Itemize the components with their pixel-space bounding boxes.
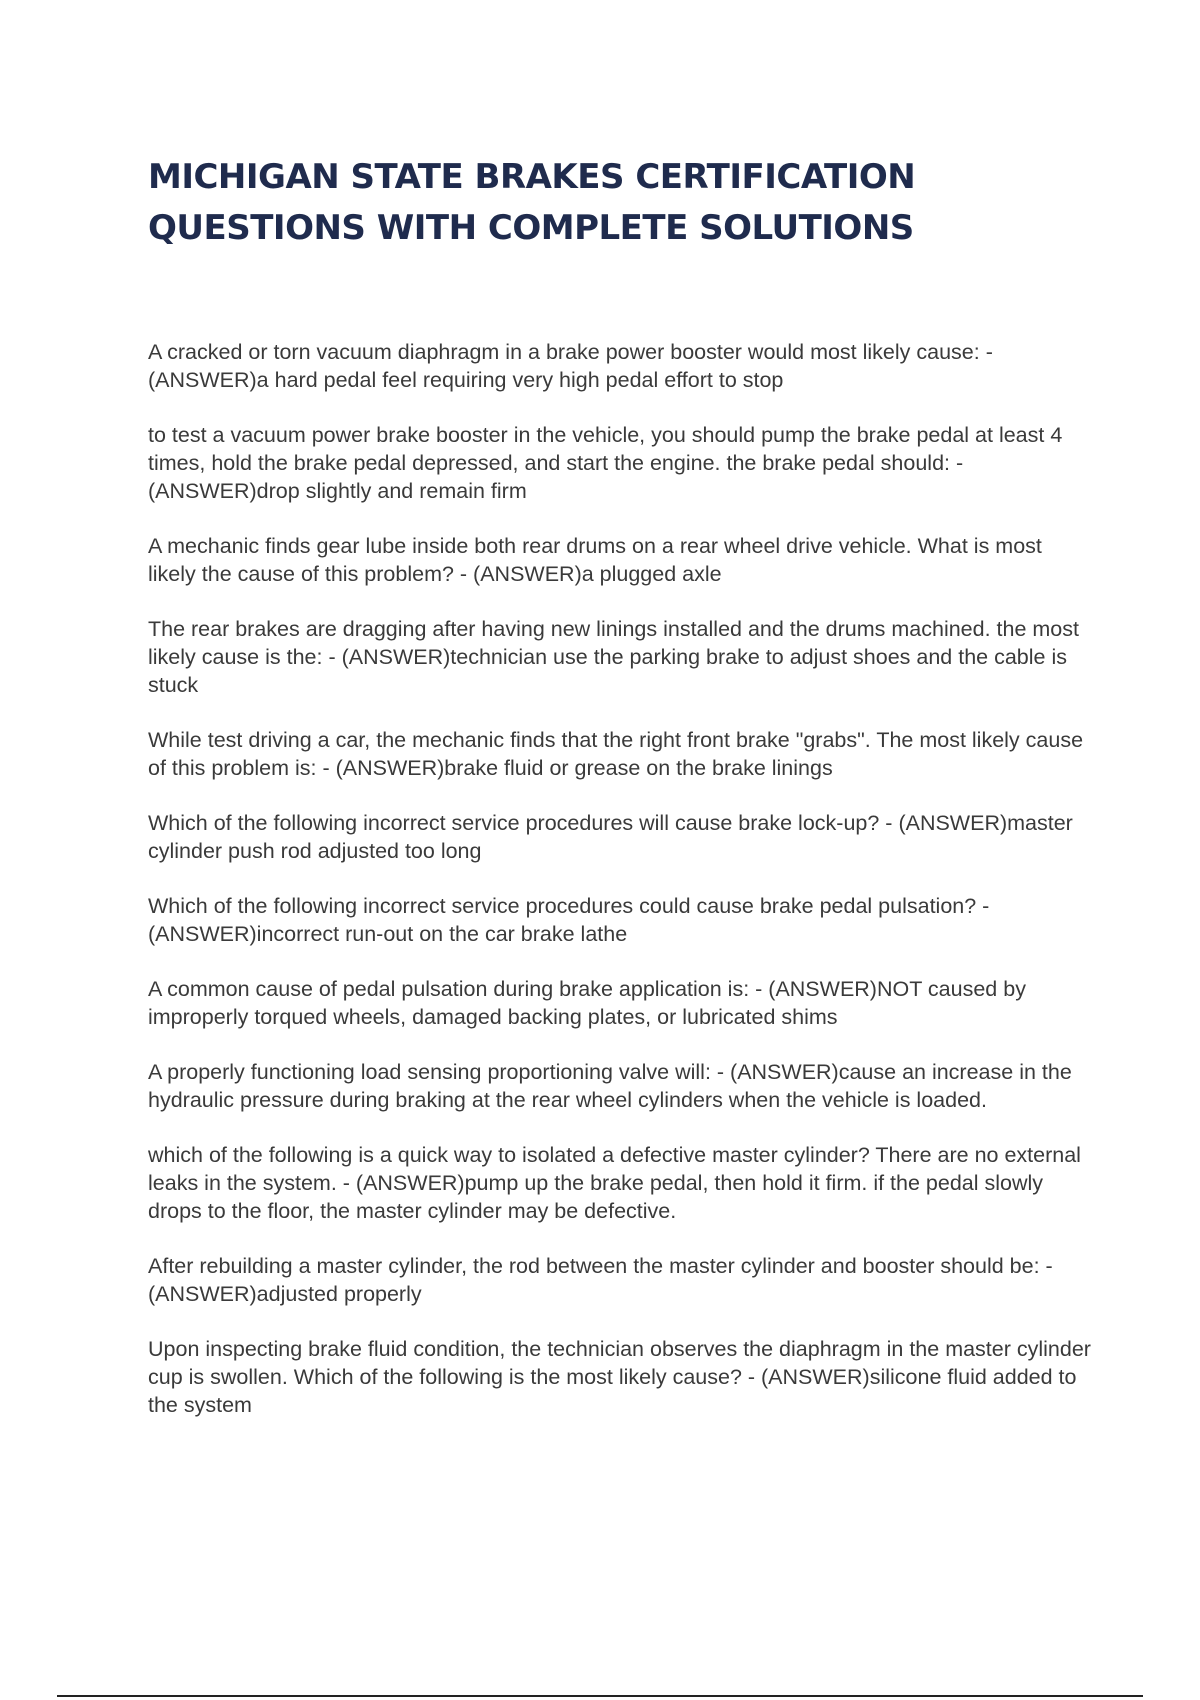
answer-text: (ANSWER)adjusted properly <box>148 1282 422 1306</box>
qa-item <box>148 615 1093 699</box>
question-text: While test driving a car, the mechanic finds that the right front brake "grabs". The most likely cause of this problem is: - <box>148 728 1084 780</box>
document-title <box>148 152 1048 254</box>
question-text: which of the following is a quick way to isolated a defective master cylinder? There are no external leaks in the system. - <box>148 1143 1081 1195</box>
answer-text: (ANSWER)master cylinder push rod adjusted too long <box>148 811 1073 863</box>
qa-item <box>148 975 1093 1031</box>
question-text: to test a vacuum power brake booster in the vehicle, you should pump the brake pedal at least 4 times, hold the brake pedal depressed, and start the engine. the brake pedal should: - <box>148 423 1063 475</box>
question-text: Upon inspecting brake fluid condition, the technician observes the diaphragm in the master cylinder cup is swollen. Which of the following is the most likely cause? - <box>148 1337 1091 1389</box>
answer-text: (ANSWER)drop slightly and remain firm <box>148 479 527 503</box>
question-text: Which of the following incorrect service procedures will cause brake lock-up? - <box>148 811 899 835</box>
answer-text: (ANSWER)NOT caused by improperly torqued wheels, damaged backing plates, or lubricated shims <box>148 977 1026 1029</box>
question-text: A mechanic finds gear lube inside both rear drums on a rear wheel drive vehicle. What is most likely the cause of this problem? - <box>148 534 1042 586</box>
title-line-1: MICHIGAN STATE BRAKES CERTIFICATION <box>148 157 916 197</box>
question-text: A common cause of pedal pulsation during brake application is: - <box>148 977 769 1001</box>
title-line-2: QUESTIONS WITH COMPLETE SOLUTIONS <box>148 208 914 248</box>
qa-item <box>148 1252 1093 1308</box>
qa-list <box>148 338 1093 1446</box>
answer-text: (ANSWER)brake fluid or grease on the brake linings <box>335 756 833 780</box>
qa-item <box>148 421 1093 505</box>
qa-item <box>148 1141 1093 1225</box>
answer-text: (ANSWER)technician use the parking brake to adjust shoes and the cable is stuck <box>148 645 1067 697</box>
answer-text: (ANSWER)incorrect run-out on the car brake lathe <box>148 922 628 946</box>
answer-text: (ANSWER)silicone fluid added to the system <box>148 1365 1077 1417</box>
question-text: The rear brakes are dragging after having new linings installed and the drums machined. the most likely cause is the: - <box>148 617 1079 669</box>
qa-item <box>148 809 1093 865</box>
question-text: A cracked or torn vacuum diaphragm in a brake power booster would most likely cause: - <box>148 340 993 364</box>
qa-item <box>148 892 1093 948</box>
question-text: After rebuilding a master cylinder, the rod between the master cylinder and booster should be: - <box>148 1254 1053 1278</box>
question-text: A properly functioning load sensing proportioning valve will: - <box>148 1060 731 1084</box>
answer-text: (ANSWER)cause an increase in the hydraulic pressure during braking at the rear wheel cylinders when the vehicle is loaded. <box>148 1060 1072 1112</box>
qa-item <box>148 338 1093 394</box>
question-text: Which of the following incorrect service procedures could cause brake pedal pulsation? - <box>148 894 990 918</box>
answer-text: (ANSWER)a plugged axle <box>473 562 722 586</box>
qa-item <box>148 1335 1093 1419</box>
answer-text: (ANSWER)a hard pedal feel requiring very high pedal effort to stop <box>148 368 784 392</box>
footer-divider <box>57 1695 1143 1697</box>
qa-item <box>148 1058 1093 1114</box>
qa-item <box>148 532 1093 588</box>
qa-item <box>148 726 1093 782</box>
answer-text: (ANSWER)pump up the brake pedal, then hold it firm. if the pedal slowly drops to the floor, the master cylinder may be defective. <box>148 1171 1044 1223</box>
